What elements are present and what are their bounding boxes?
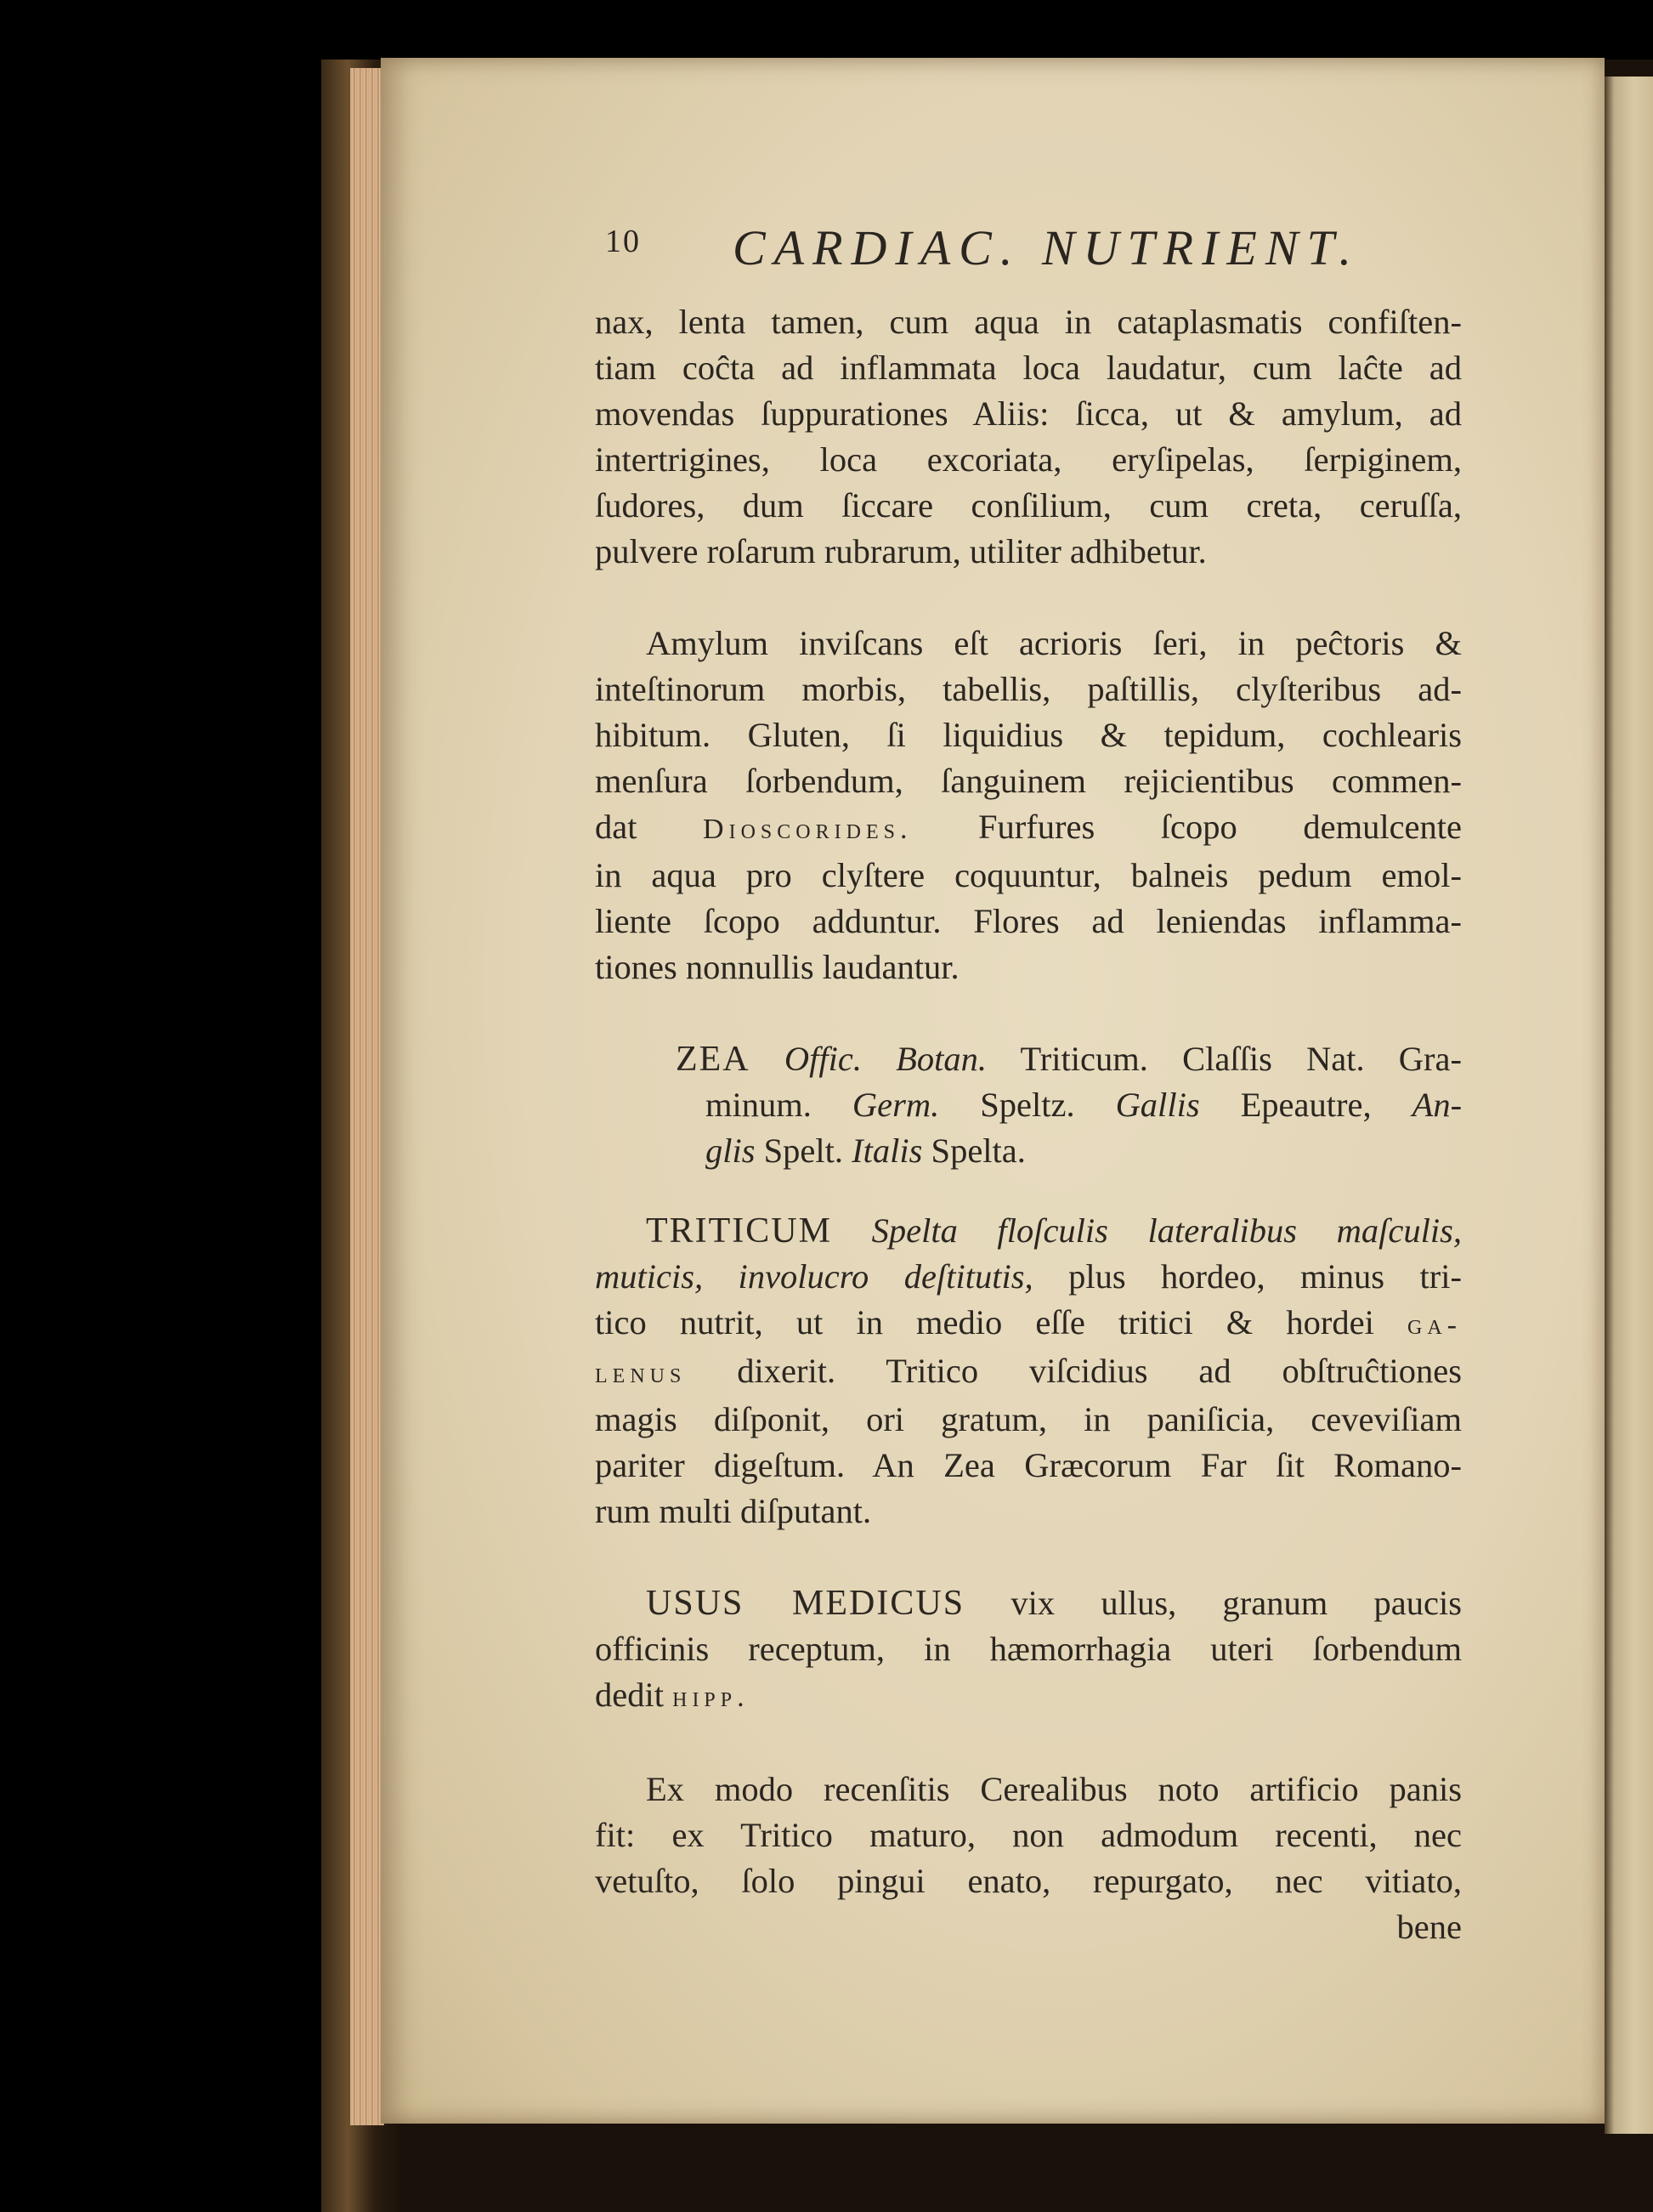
text-line: movendas ſuppurationes Aliis: ſicca, ut & amylum, ad (595, 394, 1462, 433)
triticum-entry (595, 1208, 1462, 1534)
text-line: nax, lenta tamen, cum aqua in cataplasmatis confiſten- (595, 303, 1462, 341)
text-line: in aqua pro clyſtere coquuntur, balneis pedum emol- (595, 856, 1462, 894)
page-body (595, 299, 1462, 1950)
text-line (595, 1254, 1462, 1300)
text-fragment: Speltz. (980, 1086, 1075, 1124)
text-fragment: dedit (595, 1676, 664, 1714)
text-fragment: vix ullus, granum paucis (1010, 1584, 1463, 1622)
text-line: Ex modo recenſitis Cerealibus noto artificio panis (646, 1770, 1462, 1808)
paragraph-last (595, 1767, 1462, 1950)
text-line (595, 1128, 1462, 1174)
author-name: lenus (595, 1358, 687, 1389)
text-line (595, 1082, 1462, 1128)
entry-head: TRITICUM (646, 1211, 832, 1251)
text-line: hibitum. Gluten, ſi liquidius & tepidum, cochlearis (595, 716, 1462, 754)
text-line: Amylum inviſcans eſt acrioris ſeri, in peĉtoris & (646, 624, 1462, 662)
text-fragment: Germ. (852, 1086, 940, 1124)
text-line: tiones nonnullis laudantur. (595, 948, 960, 986)
entry-head: ZEA (676, 1040, 750, 1079)
section-head: USUS MEDICUS (646, 1584, 965, 1623)
usus-medicus (595, 1580, 1462, 1721)
text-fragment: Furfures ſcopo demulcente (978, 808, 1462, 846)
text-fragment: An- (1412, 1086, 1463, 1124)
text-line (595, 1580, 1462, 1626)
text-fragment: tico nutrit, ut in medio eſſe tritici & hordei (595, 1303, 1374, 1341)
text-line (595, 1036, 1462, 1082)
text-fragment: Spelta floſculis lateralibus maſculis, (871, 1211, 1463, 1250)
text-fragment: Italis (852, 1132, 923, 1170)
text-fragment: glis (705, 1132, 756, 1170)
text-line (595, 804, 1462, 853)
text-line (595, 1672, 1462, 1721)
text-fragment: Spelt. (763, 1132, 844, 1170)
text-fragment: dixerit. Tritico viſcidius ad obſtruĉtiones (737, 1352, 1463, 1390)
text-line: officinis receptum, in hæmorrhagia uteri ſorbendum (595, 1630, 1462, 1668)
catchword: bene (1396, 1908, 1462, 1946)
text-fragment: plus hordeo, minus tri- (1068, 1257, 1462, 1296)
text-fragment: Epeautre, (1240, 1086, 1372, 1124)
text-line: vetuſto, ſolo pingui enato, repurgato, nec vitiato, (595, 1862, 1462, 1900)
zea-entry (595, 1036, 1462, 1174)
author-name: Dioscorides. (703, 814, 913, 845)
word: dat (595, 808, 637, 846)
text-line (595, 1300, 1462, 1348)
page-number: 10 (605, 224, 641, 259)
text-line: rum multi diſputant. (595, 1492, 872, 1530)
text-fragment: Offic. Botan. (784, 1040, 988, 1078)
text-fragment: Spelta. (931, 1132, 1026, 1170)
text-fragment: Triticum. Claſſis Nat. Gra- (1020, 1040, 1463, 1078)
text-line: ſudores, dum ſiccare conſilium, cum creta, ceruſſa, (595, 486, 1462, 525)
paragraph-1 (595, 299, 1462, 575)
paragraph-2 (595, 621, 1462, 990)
text-line (595, 1348, 1462, 1397)
text-line: intertrigines, loca excoriata, eryſipelas, ſerpiginem, (595, 440, 1462, 479)
facing-page-edge (1605, 77, 1653, 2134)
text-line: liente ſcopo adduntur. Flores ad leniendas inflamma- (595, 902, 1462, 940)
text-line: magis diſponit, ori gratum, in paniſicia, ceveviſiam (595, 1400, 1462, 1438)
text-line: pulvere roſarum rubrarum, utiliter adhibetur. (595, 532, 1207, 570)
text-line (595, 1208, 1462, 1254)
text-line: tiam coĉta ad inflammata loca laudatur, cum laĉte ad (595, 349, 1462, 387)
text-fragment: muticis, involucro deſtitutis, (595, 1257, 1033, 1296)
text-fragment: minum. (705, 1086, 812, 1124)
text-line: menſura ſorbendum, ſanguinem rejicientibus commen- (595, 762, 1462, 800)
text-line: inteſtinorum morbis, tabellis, paſtillis, clyſteribus ad- (595, 670, 1462, 708)
running-head: CARDIAC. NUTRIENT. (733, 220, 1360, 275)
author-name: hipp. (672, 1682, 750, 1713)
text-line: fit: ex Tritico maturo, non admodum recenti, nec (595, 1816, 1462, 1854)
author-name: ga- (1407, 1309, 1463, 1341)
text-line: pariter digeſtum. An Zea Græcorum Far ſit Romano- (595, 1446, 1462, 1484)
text-fragment: Gallis (1115, 1086, 1200, 1124)
page-edges (350, 68, 384, 2125)
